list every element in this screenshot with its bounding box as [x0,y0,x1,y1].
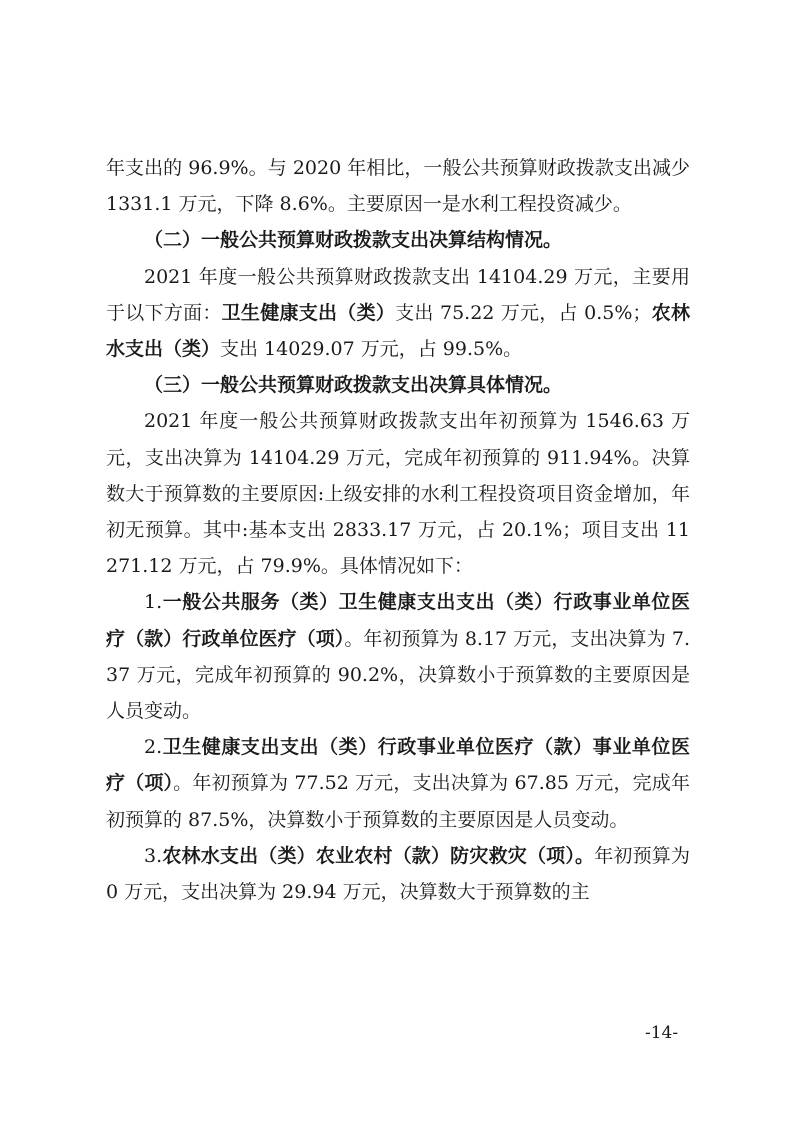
text-run: 。年初预算为 77.52 万元，支出决算为 67.85 万元，完成年初预算的 87.5%，决算数小于预算数的主要原因是人员变动。 [106,772,690,831]
item-3 [106,838,690,910]
item-number: 3. [144,844,163,867]
item-title: 卫生健康支出支出（类）行政事业单位医疗（款）事业单位医疗（项） [106,736,690,795]
heading-text: （三）一般公共预算财政拨款支出决算具体情况。 [144,374,563,397]
paragraph-continuation [106,150,690,222]
text-run: 年支出的 96.9%。与 2020 年相比，一般公共预算财政拨款支出减少 1331.1 万元，下降 8.6%。主要原因一是水利工程投资减少。 [106,157,690,216]
text-run: 年初预算为 0 万元，支出决算为 29.94 万元，决算数大于预算数的主 [106,844,690,904]
heading-text: （二）一般公共预算财政拨款支出决算结构情况。 [144,229,563,252]
text-run: 2021 年度一般公共预算财政拨款支出 14104.29 万元，主要用于以下方面： [106,265,690,324]
item-2 [106,729,690,838]
page-number: -14- [645,1023,679,1043]
section-heading-structure [106,222,690,258]
text-run: 支出 75.22 万元，占 0.5%； [395,301,652,324]
paragraph-details [106,403,690,584]
category-label: 卫生健康支出（类） [221,301,396,324]
item-number: 2. [144,736,163,759]
text-run: 2021 年度一般公共预算财政拨款支出年初预算为 1546.63 万元，支出决算为 14104.29 万元，完成年初预算的 911.94%。决算数大于预算数的主要原因:上级安排的水利工程投资项目资金增加，年初无预算。其中:基本支出 2833.17 万元，占 20.1%；项目支出 11271.12 万元，占 79.9%。具体情况如下： [106,410,690,578]
item-number: 1. [144,591,163,614]
document-body [106,150,690,910]
item-1 [106,584,690,729]
section-heading-details [106,367,690,403]
paragraph-structure [106,259,690,368]
item-title: 农林水支出（类）农业农村（款）防灾救灾（项）。 [162,844,595,867]
category-label: 农林水支出（类） [106,301,690,361]
text-run: 支出 14029.07 万元，占 99.5%。 [220,338,523,361]
item-title: 一般公共服务（类）卫生健康支出支出（类）行政事业单位医疗（款）行政单位医疗（项） [106,591,690,650]
text-run: 。年初预算为 8.17 万元，支出决算为 7.37 万元，完成年初预算的 90.2%，决算数小于预算数的主要原因是人员变动。 [106,627,690,723]
